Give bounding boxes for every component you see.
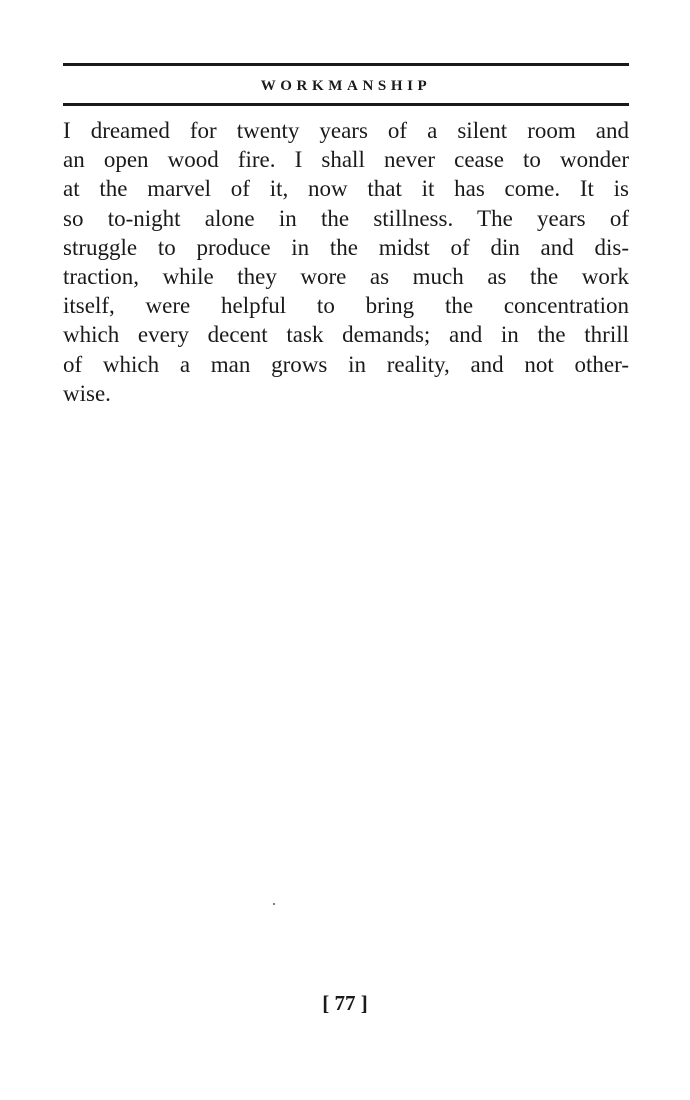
text-line: so to-night alone in the stillness. The years of — [63, 205, 629, 231]
text-line: an open wood fire. I shall never cease to wonder — [63, 147, 629, 173]
text-line: I dreamed for twenty years of a silent room and — [63, 118, 629, 143]
header-rule-bottom — [63, 103, 629, 106]
text-line: at the marvel of it, now that it has come. It is — [63, 176, 629, 202]
text-line: struggle to produce in the midst of din and dis- — [63, 234, 629, 260]
body-paragraph — [63, 116, 629, 408]
text-line: which every decent task demands; and in the thrill — [63, 322, 629, 348]
text-line: wise. — [63, 380, 111, 406]
page-number: [ 77 ] — [322, 991, 368, 1015]
print-speck — [273, 903, 275, 905]
text-line: traction, while they wore as much as the work — [63, 263, 629, 289]
text-line: of which a man grows in reality, and not other- — [63, 351, 629, 377]
text-line: itself, were helpful to bring the concentration — [63, 293, 629, 319]
running-head: WORKMANSHIP — [260, 78, 432, 94]
header-rule-top — [63, 63, 629, 66]
